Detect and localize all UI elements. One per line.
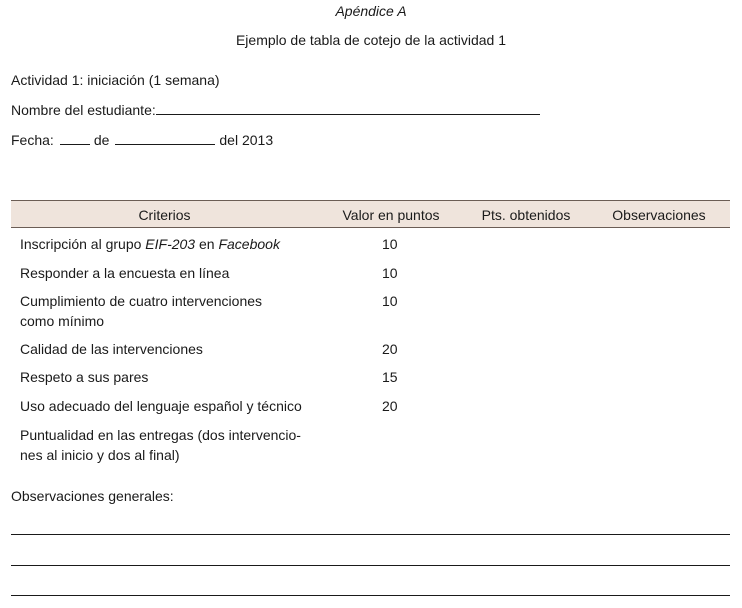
date-label: Fecha: — [11, 132, 54, 148]
value-cell: 10 — [382, 236, 398, 252]
date-month-blank[interactable] — [115, 130, 215, 145]
date-line — [11, 130, 273, 148]
value-cell: 10 — [382, 265, 398, 281]
criteria-cell — [20, 234, 320, 254]
student-name-label: Nombre del estudiante: — [11, 102, 156, 118]
observation-line[interactable] — [11, 565, 730, 566]
value-cell: 20 — [382, 341, 398, 357]
criteria-cell: Responder a la encuesta en línea — [20, 265, 230, 281]
criteria-cell: Respeto a sus pares — [20, 369, 149, 385]
observation-line[interactable] — [11, 534, 730, 535]
student-name-line — [11, 100, 540, 118]
value-cell: 20 — [382, 398, 398, 414]
appendix-title: Ejemplo de tabla de cotejo de la actividad 1 — [235, 32, 507, 48]
value-cell: 15 — [382, 369, 398, 385]
appendix-label: Apéndice A — [335, 3, 407, 19]
criteria-line: Puntualidad en las entregas (dos intervencio- — [20, 427, 301, 443]
criteria-text: en — [195, 236, 219, 252]
criteria-line: como mínimo — [20, 313, 105, 329]
header-value: Valor en puntos — [342, 207, 440, 223]
date-day-blank[interactable] — [60, 130, 90, 145]
table-header — [11, 200, 730, 228]
criteria-cell — [20, 291, 320, 331]
header-observations: Observaciones — [612, 207, 706, 223]
date-year-text: del 2013 — [219, 132, 274, 148]
criteria-platform: Facebook — [218, 236, 280, 252]
header-obtained: Pts. obtenidos — [481, 207, 571, 223]
activity-line: Actividad 1: iniciación (1 semana) — [11, 72, 220, 88]
student-name-blank[interactable] — [156, 100, 540, 115]
criteria-cell: Uso adecuado del lenguaje español y técnico — [20, 398, 302, 414]
header-criteria: Criterios — [138, 207, 191, 223]
date-de-text: de — [93, 132, 110, 148]
criteria-text: Inscripción al grupo — [20, 236, 146, 252]
general-observations-label: Observaciones generales: — [11, 488, 174, 504]
criteria-group-code: EIF-203 — [145, 236, 196, 252]
criteria-cell — [20, 425, 320, 465]
criteria-cell: Calidad de las intervenciones — [20, 341, 203, 357]
value-cell: 10 — [382, 293, 398, 309]
criteria-line: nes al inicio y dos al final) — [20, 447, 180, 463]
criteria-line: Cumplimiento de cuatro intervenciones — [20, 293, 263, 309]
observation-line[interactable] — [11, 595, 730, 596]
